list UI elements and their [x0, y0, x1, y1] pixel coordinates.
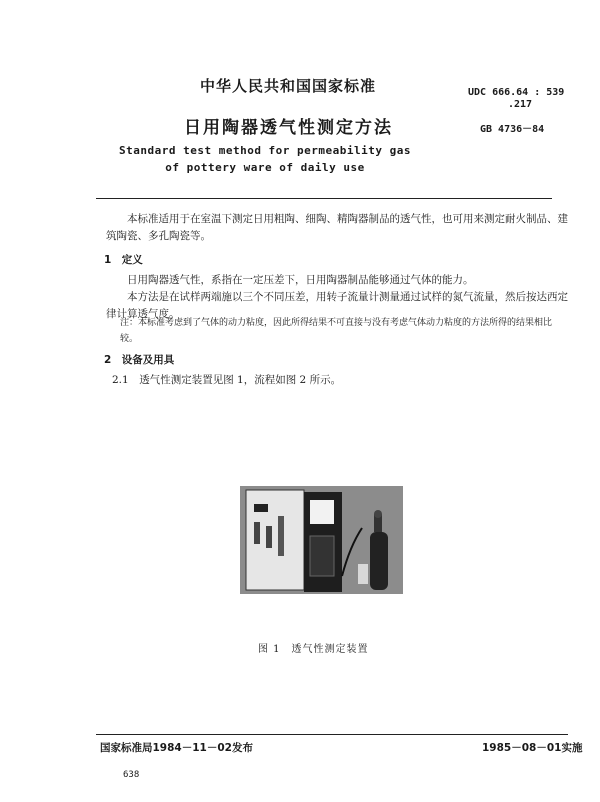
intro-paragraph: 本标准适用于在室温下测定日用粗陶、细陶、精陶器制品的透气性，也可用来测定耐火制品、建筑陶瓷、多孔陶瓷等。 — [106, 213, 568, 242]
section-1-definition: 日用陶器透气性，系指在一定压差下，日用陶器制品能够通过气体的能力。 — [127, 274, 474, 286]
udc-line-2: .217 — [508, 99, 533, 110]
title-chinese: 日用陶器透气性测定方法 — [184, 118, 393, 138]
effective-date: 1985－08－01实施 — [482, 742, 583, 754]
figure-1-photo — [240, 486, 403, 594]
udc-code — [468, 87, 564, 111]
section-2-heading: 2 设备及用具 — [104, 354, 175, 366]
title-english-line-1: Standard test method for permeability gas — [118, 144, 412, 157]
standard-name: 中华人民共和国国家标准 — [200, 77, 377, 95]
title-english-line-2: of pottery ware of daily use — [165, 161, 365, 174]
gb-number: GB 4736－84 — [480, 124, 545, 135]
section-1-heading: 1 定义 — [104, 254, 143, 266]
udc-line-1: UDC 666.64 : 539 — [468, 87, 565, 98]
figure-1-caption: 图 1 透气性测定装置 — [258, 644, 369, 655]
footer-rule — [96, 734, 568, 735]
section-1-method: 本方法是在试样两端施以三个不同压差，用转子流量计测量通过试样的氮气流量，然后按达西定律计算透气度。 — [106, 291, 568, 320]
apparatus-illustration — [240, 486, 403, 594]
page-number: 638 — [123, 770, 140, 780]
section-1-note: 注：本标准考虑到了气体的动力粘度，因此所得结果不可直接与没有考虑气体动力粘度的方法所得的结果相比较。 — [120, 318, 553, 344]
section-2-item-2-1: 2.1 透气性测定装置见图 1，流程如图 2 所示。 — [112, 374, 342, 386]
issue-date: 国家标准局1984－11－02发布 — [100, 742, 253, 754]
header-rule — [96, 198, 552, 199]
